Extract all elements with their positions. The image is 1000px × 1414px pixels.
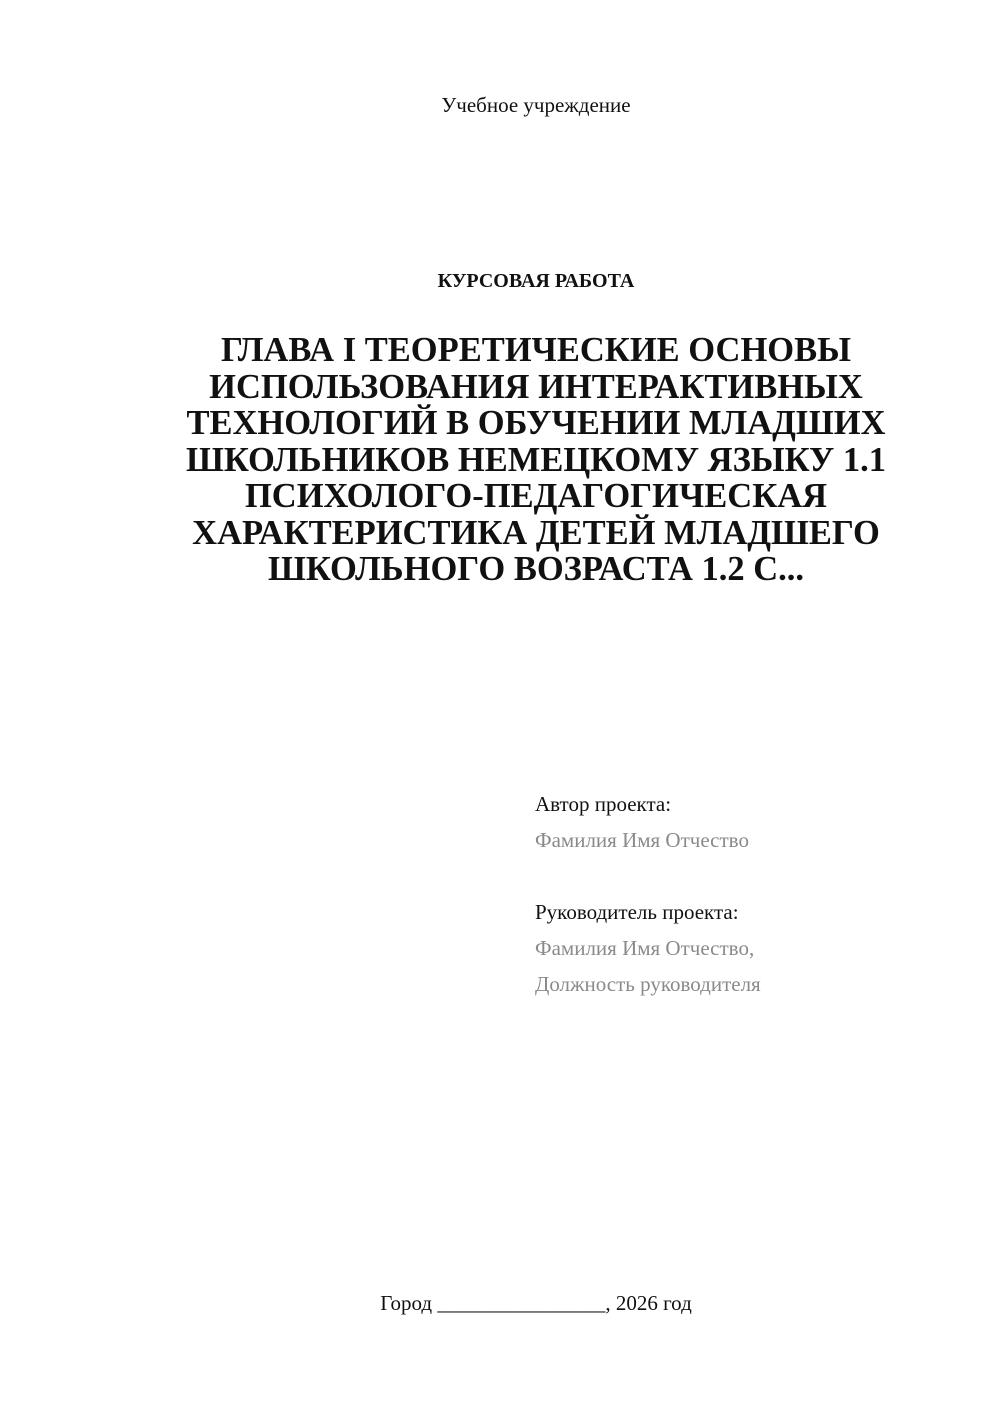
supervisor-name: Фамилия Имя Отчество, <box>535 936 755 960</box>
supervisor-position: Должность руководителя <box>535 972 761 996</box>
author-label: Автор проекта: <box>535 792 672 816</box>
document-title: ГЛАВА I ТЕОРЕТИЧЕСКИЕ ОСНОВЫ ИСПОЛЬЗОВАНИЯ ИНТЕРАКТИВНЫХ ТЕХНОЛОГИЙ В ОБУЧЕНИИ МЛАДШИХ ШКОЛЬНИКОВ НЕМЕЦКОМУ ЯЗЫКУ 1.1 ПСИХОЛОГО-ПЕДАГОГИЧЕСКАЯ ХАРАКТЕРИСТИКА ДЕТЕЙ МЛАДШЕГО ШКОЛЬНОГО ВОЗРАСТА 1.2 С... <box>185 331 887 588</box>
author-name: Фамилия Имя Отчество <box>535 828 749 852</box>
author-block <box>535 786 749 858</box>
supervisor-label: Руководитель проекта: <box>535 900 739 924</box>
city-year-footer: Город ________________, 2026 год <box>380 1291 692 1315</box>
institution-name: Учебное учреждение <box>441 93 631 117</box>
document-type: КУРСОВАЯ РАБОТА <box>437 270 635 292</box>
supervisor-block <box>535 894 761 1002</box>
